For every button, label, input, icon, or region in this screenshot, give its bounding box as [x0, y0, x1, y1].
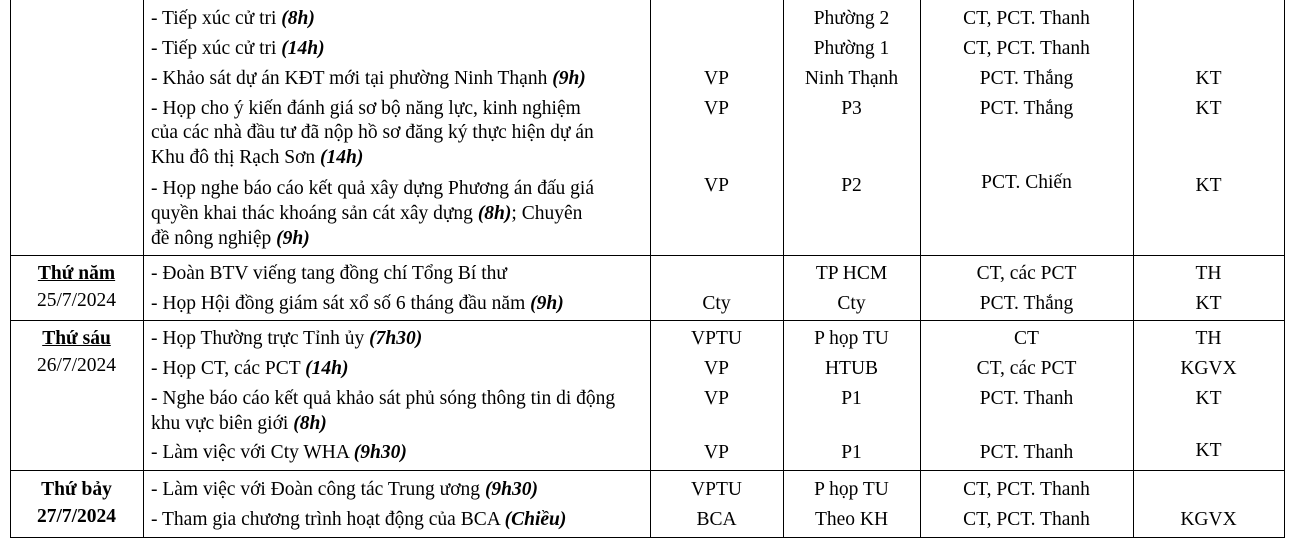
task-text: - Họp CT, các PCT: [151, 358, 306, 379]
unit-cell: KT: [1195, 98, 1222, 119]
row-border: [10, 537, 1285, 538]
unit-cell: KGVX: [1180, 509, 1237, 530]
lead-cell: CT, PCT. Thanh: [963, 38, 1090, 59]
lead-cell: CT, các PCT: [976, 263, 1077, 284]
row-border: [10, 320, 1285, 321]
day-name: Thứ năm: [37, 263, 116, 284]
task-text: - Khảo sát dự án KĐT mới tại phường Ninh Thạnh: [151, 68, 553, 89]
unit-cell: KT: [1195, 388, 1222, 409]
day-name: Thứ sáu: [42, 328, 111, 349]
task-time: (8h): [281, 8, 315, 29]
task-line: [151, 97, 581, 121]
task-line: [151, 412, 327, 436]
task-text: - Làm việc với Đoàn công tác Trung ương: [151, 479, 485, 500]
location-cell: Phường 2: [813, 8, 890, 29]
unit-cell: KT: [1195, 440, 1222, 461]
task-line: [151, 441, 407, 465]
lead-cell: PCT. Thắng: [979, 68, 1074, 89]
task-text: - Họp nghe báo cáo kết quả xây dựng Phương án đấu giá: [151, 178, 595, 199]
day-date: 27/7/2024: [36, 506, 117, 527]
task-text: của các nhà đầu tư đã nộp hồ sơ đăng ký thực hiện dự án: [151, 122, 594, 143]
day-name: Thứ bảy: [41, 479, 112, 500]
organizer-cell: BCA: [696, 509, 737, 530]
organizer-cell: VPTU: [691, 328, 742, 349]
location-cell: P3: [841, 98, 862, 119]
location-cell: P2: [841, 175, 862, 196]
unit-cell: TH: [1195, 328, 1222, 349]
task-line: [151, 292, 564, 316]
task-text: đề nông nghiệp: [151, 228, 277, 249]
column-border: [143, 0, 144, 538]
organizer-cell: VP: [704, 175, 729, 196]
location-cell: Cty: [837, 293, 866, 314]
organizer-cell: VP: [704, 358, 729, 379]
unit-cell: KGVX: [1180, 358, 1237, 379]
task-line: [151, 202, 582, 226]
task-time: (8h): [293, 413, 327, 434]
location-cell: P họp TU: [814, 479, 889, 500]
task-text: ; Chuyên: [511, 203, 583, 224]
unit-cell: KT: [1195, 293, 1222, 314]
task-text: - Họp Thường trực Tỉnh ủy: [151, 328, 370, 349]
lead-cell: CT, PCT. Thanh: [963, 8, 1090, 29]
task-line: [151, 146, 363, 170]
location-cell: P họp TU: [814, 328, 889, 349]
unit-cell: KT: [1195, 68, 1222, 89]
location-cell: Theo KH: [814, 509, 889, 530]
task-line: [151, 37, 325, 61]
task-text: - Họp cho ý kiến đánh giá sơ bộ năng lực, kinh nghiệm: [151, 98, 581, 119]
task-text: - Họp Hội đồng giám sát xổ số 6 tháng đầu năm: [151, 293, 531, 314]
task-line: [151, 357, 349, 381]
task-text: khu vực biên giới: [151, 413, 294, 434]
unit-cell: TH: [1195, 263, 1222, 284]
lead-cell: PCT. Thắng: [979, 98, 1074, 119]
task-text: - Tiếp xúc cử tri: [151, 38, 282, 59]
task-text: quyền khai thác khoáng sản cát xây dựng: [151, 203, 478, 224]
lead-cell: CT, các PCT: [976, 358, 1077, 379]
task-text: - Làm việc với Cty WHA: [151, 442, 354, 463]
lead-cell: PCT. Thắng: [979, 293, 1074, 314]
unit-cell: KT: [1195, 175, 1222, 196]
task-line: [151, 327, 422, 351]
column-border: [1284, 0, 1285, 538]
task-time: (9h30): [353, 442, 407, 463]
task-time: (Chiều): [504, 509, 567, 530]
task-line: [151, 7, 315, 31]
task-line: [151, 262, 507, 286]
location-cell: Phường 1: [813, 38, 890, 59]
lead-cell: CT, PCT. Thanh: [963, 479, 1090, 500]
location-cell: P1: [841, 388, 862, 409]
task-time: (14h): [305, 358, 349, 379]
row-border: [10, 470, 1285, 471]
task-line: [151, 387, 615, 411]
day-date: 25/7/2024: [36, 290, 117, 311]
lead-cell: CT: [1014, 328, 1039, 349]
task-time: (7h30): [369, 328, 423, 349]
location-cell: Ninh Thạnh: [804, 68, 899, 89]
day-date: 26/7/2024: [36, 355, 117, 376]
task-line: [151, 508, 566, 532]
organizer-cell: VPTU: [691, 479, 742, 500]
task-text: - Tham gia chương trình hoạt động của BCA: [151, 509, 505, 530]
task-line: [151, 121, 594, 145]
task-time: (14h): [320, 147, 364, 168]
lead-cell: PCT. Thanh: [979, 442, 1074, 463]
task-line: [151, 478, 538, 502]
task-time: (9h): [552, 68, 586, 89]
task-text: - Đoàn BTV viếng tang đồng chí Tổng Bí thư: [151, 263, 507, 284]
task-line: [151, 67, 586, 91]
task-line: [151, 177, 594, 201]
location-cell: HTUB: [824, 358, 879, 379]
organizer-cell: VP: [704, 442, 729, 463]
lead-cell: PCT. Thanh: [979, 388, 1074, 409]
lead-cell: CT, PCT. Thanh: [963, 509, 1090, 530]
location-cell: TP HCM: [815, 263, 888, 284]
task-time: (14h): [281, 38, 325, 59]
lead-cell: PCT. Chiến: [981, 172, 1072, 193]
task-time: (9h): [276, 228, 310, 249]
task-text: - Tiếp xúc cử tri: [151, 8, 282, 29]
task-text: Khu đô thị Rạch Sơn: [151, 147, 321, 168]
organizer-cell: Cty: [702, 293, 731, 314]
location-cell: P1: [841, 442, 862, 463]
task-time: (9h30): [484, 479, 539, 500]
task-time: (8h): [477, 203, 512, 224]
task-text: - Nghe báo cáo kết quả khảo sát phủ sóng thông tin di động: [151, 388, 616, 409]
organizer-cell: VP: [704, 68, 729, 89]
organizer-cell: VP: [704, 388, 729, 409]
row-border: [10, 255, 1285, 256]
task-time: (9h): [530, 293, 564, 314]
organizer-cell: VP: [704, 98, 729, 119]
task-line: [151, 227, 310, 251]
